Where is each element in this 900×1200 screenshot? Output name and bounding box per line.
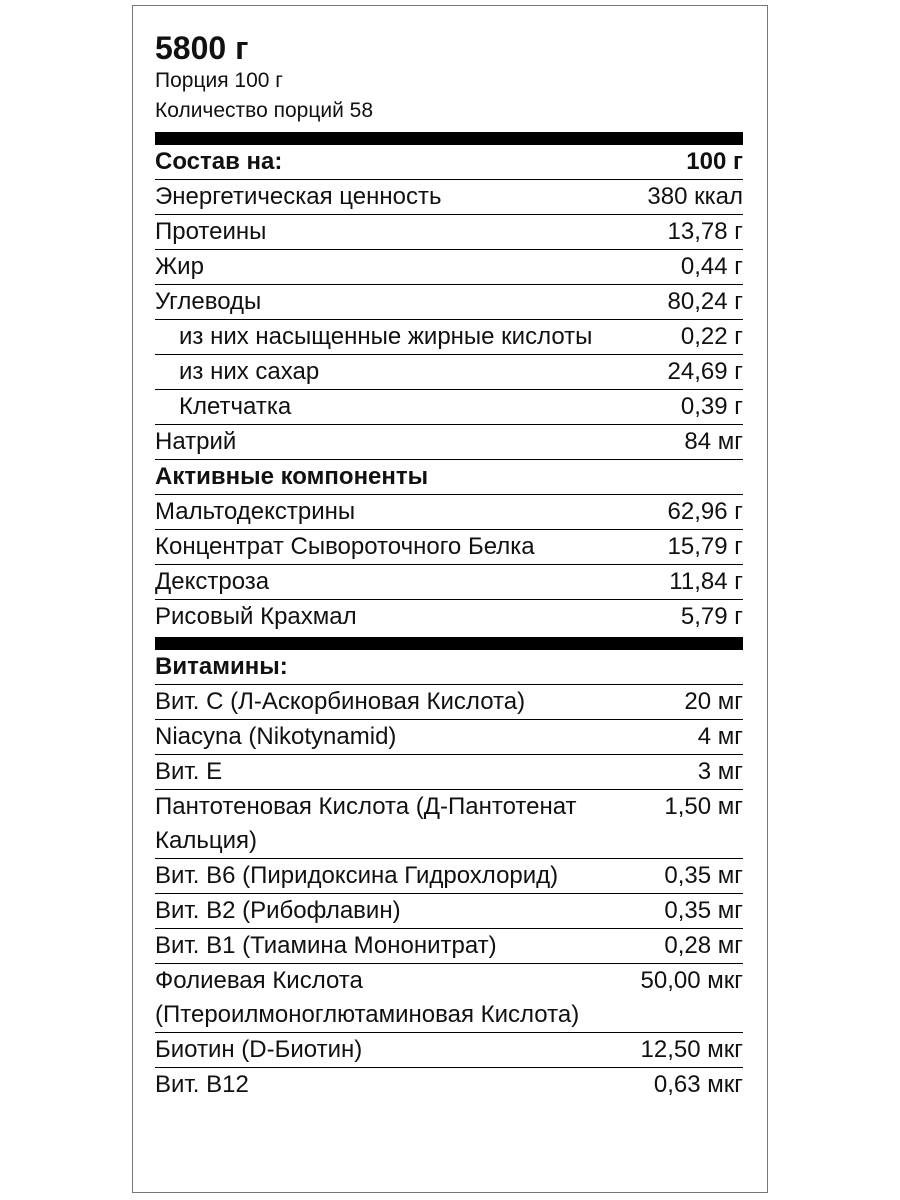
table-row xyxy=(155,565,743,600)
row-name: Вит. С (Л-Аскорбиновая Кислота) xyxy=(155,688,526,715)
row-name: Вит. В1 (Тиамина Мононитрат) xyxy=(155,932,497,959)
row-name: Вит. Е xyxy=(155,758,223,785)
row-value: 62,96 г xyxy=(667,498,743,525)
table-row xyxy=(155,964,743,1033)
table-row xyxy=(155,1033,743,1068)
row-value: 1,50 мг xyxy=(664,793,743,820)
table-row xyxy=(155,250,743,285)
row-name: Вит. В12 xyxy=(155,1071,249,1098)
nutrition-label-content xyxy=(155,6,743,1102)
thick-divider xyxy=(155,637,743,650)
row-value: 12,50 мкг xyxy=(640,1036,743,1063)
table-row xyxy=(155,859,743,894)
row-name: Мальтодекстрины xyxy=(155,498,356,525)
row-name: Фолиевая Кислота (Птероилмоноглютаминовая Кислота) xyxy=(155,967,580,1028)
row-value: 0,44 г xyxy=(680,253,743,280)
row-name: Протеины xyxy=(155,218,267,245)
table-row xyxy=(155,495,743,530)
row-value: 0,28 мг xyxy=(664,932,743,959)
table-row xyxy=(155,755,743,790)
table-row xyxy=(155,180,743,215)
row-value: 0,39 г xyxy=(680,393,743,420)
table-row xyxy=(155,320,743,355)
table-row xyxy=(155,425,743,460)
row-value: 50,00 мкг xyxy=(640,967,743,994)
row-value: 24,69 г xyxy=(667,358,743,385)
table-row xyxy=(155,355,743,390)
row-value: 5,79 г xyxy=(680,603,743,630)
row-name: Рисовый Крахмал xyxy=(155,603,357,630)
table-row xyxy=(155,215,743,250)
row-name: Пантотеновая Кислота (Д-Пантотенат Кальция) xyxy=(155,793,577,854)
table-row xyxy=(155,1068,743,1102)
nutrition-label xyxy=(132,5,768,1193)
composition-header-row xyxy=(155,145,743,180)
servings-count: Количество порций 58 xyxy=(155,99,374,122)
table-row xyxy=(155,790,743,859)
active-components-title: Активные компоненты xyxy=(155,460,743,495)
row-value: 3 мг xyxy=(697,758,743,785)
row-name: Клетчатка xyxy=(179,393,292,420)
composition-per: 100 г xyxy=(686,148,743,175)
thick-divider xyxy=(155,132,743,145)
row-name: Декстроза xyxy=(155,568,270,595)
row-name: Концентрат Сывороточного Белка xyxy=(155,533,535,560)
table-row xyxy=(155,600,743,634)
row-name: из них сахар xyxy=(179,358,320,385)
table-row xyxy=(155,929,743,964)
serving-size: Порция 100 г xyxy=(155,69,283,92)
row-value: 4 мг xyxy=(697,723,743,750)
row-value: 0,63 мкг xyxy=(653,1071,743,1098)
row-value: 380 ккал xyxy=(647,183,743,210)
row-name: Энергетическая ценность xyxy=(155,183,442,210)
row-value: 80,24 г xyxy=(667,288,743,315)
row-name: Вит. В6 (Пиридоксина Гидрохлорид) xyxy=(155,862,559,889)
row-name: Углеводы xyxy=(155,288,262,315)
row-value: 0,35 мг xyxy=(664,862,743,889)
row-value: 15,79 г xyxy=(667,533,743,560)
table-row xyxy=(155,390,743,425)
table-row xyxy=(155,530,743,565)
row-name: Вит. В2 (Рибофлавин) xyxy=(155,897,401,924)
table-row xyxy=(155,685,743,720)
table-row xyxy=(155,285,743,320)
row-value: 0,22 г xyxy=(680,323,743,350)
row-name: Натрий xyxy=(155,428,237,455)
row-name: из них насыщенные жирные кислоты xyxy=(179,323,593,350)
row-value: 84 мг xyxy=(684,428,743,455)
row-name: Niacyna (Nikotynamid) xyxy=(155,723,397,750)
row-name: Жир xyxy=(155,253,204,280)
vitamins-title: Витамины: xyxy=(155,650,743,685)
table-row xyxy=(155,894,743,929)
row-value: 13,78 г xyxy=(667,218,743,245)
row-value: 0,35 мг xyxy=(664,897,743,924)
row-value: 11,84 г xyxy=(669,568,743,595)
composition-title: Состав на: xyxy=(155,148,283,175)
row-name: Биотин (D-Биотин) xyxy=(155,1036,363,1063)
table-row xyxy=(155,720,743,755)
row-value: 20 мг xyxy=(684,688,743,715)
package-weight: 5800 г xyxy=(155,30,249,66)
